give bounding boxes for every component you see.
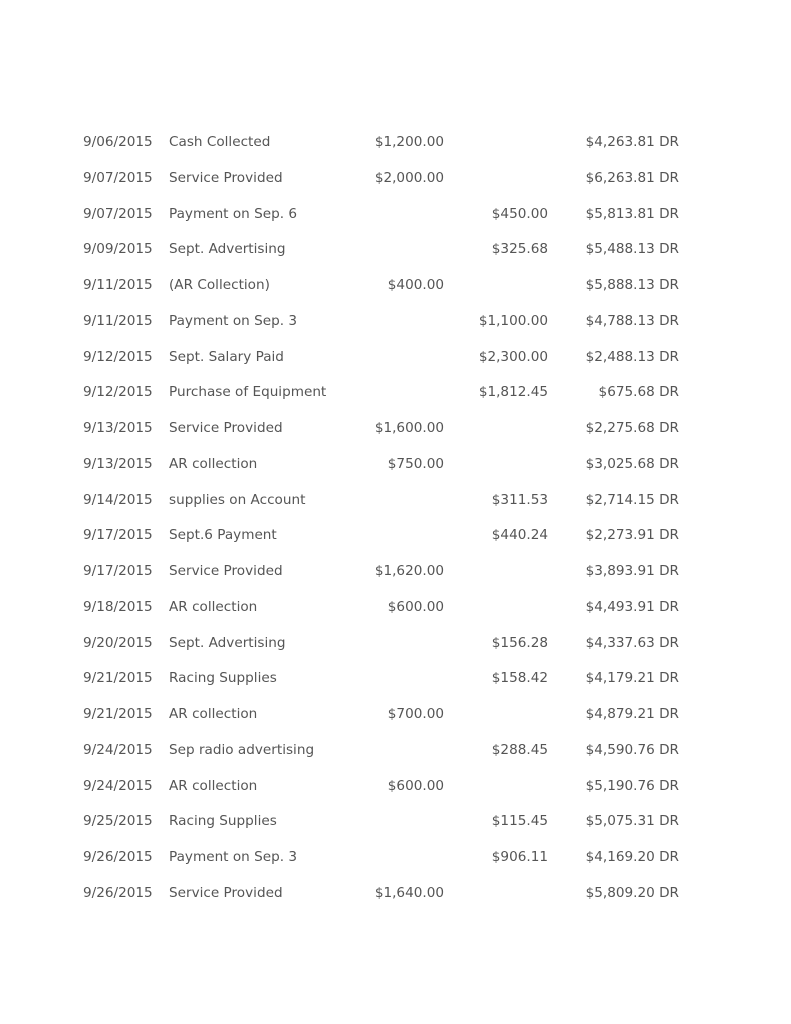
- description-cell: Racing Supplies: [169, 813, 277, 830]
- balance-cell: $2,714.15 DR: [585, 491, 679, 508]
- table-row: [0, 197, 791, 233]
- balance-cell: $4,263.81 DR: [585, 134, 679, 150]
- balance-cell: $5,488.13 DR: [585, 241, 679, 258]
- table-row: [0, 161, 791, 197]
- balance-cell: $4,788.13 DR: [585, 312, 679, 329]
- balance-cell: $6,263.81 DR: [585, 169, 679, 186]
- balance-cell: $5,809.20 DR: [585, 884, 679, 901]
- date-cell: 9/17/2015: [83, 563, 153, 579]
- table-row: [0, 840, 791, 876]
- debit-cell: $1,640.00: [374, 884, 444, 901]
- table-row: [0, 697, 791, 733]
- date-cell: 9/26/2015: [83, 884, 153, 901]
- debit-cell: $2,000.00: [374, 169, 444, 186]
- date-cell: 9/12/2015: [83, 384, 153, 401]
- description-cell: Sept. Salary Paid: [169, 348, 284, 365]
- balance-cell: $5,075.31 DR: [585, 813, 679, 830]
- balance-cell: $4,179.21 DR: [585, 670, 679, 687]
- balance-cell: $4,337.63 DR: [585, 634, 679, 651]
- date-cell: 9/24/2015: [83, 741, 153, 758]
- balance-cell: $4,169.20 DR: [585, 849, 679, 865]
- description-cell: Payment on Sep. 3: [169, 849, 297, 865]
- table-row: [0, 447, 791, 483]
- credit-cell: $325.68: [491, 241, 548, 258]
- date-cell: 9/25/2015: [83, 813, 153, 830]
- table-row: [0, 804, 791, 840]
- ledger-table: [0, 125, 791, 912]
- description-cell: Service Provided: [169, 563, 283, 579]
- table-row: [0, 375, 791, 411]
- credit-cell: $440.24: [491, 527, 548, 544]
- table-row: [0, 626, 791, 662]
- balance-cell: $5,190.76 DR: [585, 777, 679, 794]
- table-row: [0, 733, 791, 769]
- description-cell: Purchase of Equipment: [169, 384, 327, 401]
- date-cell: 9/20/2015: [83, 634, 153, 651]
- description-cell: Sep radio advertising: [169, 741, 315, 758]
- credit-cell: $288.45: [491, 741, 548, 758]
- date-cell: 9/13/2015: [83, 420, 153, 436]
- description-cell: Sept. Advertising: [169, 634, 286, 651]
- table-row: [0, 125, 791, 161]
- table-row: [0, 340, 791, 376]
- debit-cell: $1,600.00: [374, 420, 444, 436]
- balance-cell: $4,493.91 DR: [585, 598, 679, 615]
- table-row: [0, 590, 791, 626]
- credit-cell: $1,100.00: [478, 312, 548, 329]
- date-cell: 9/07/2015: [83, 205, 153, 222]
- table-row: [0, 304, 791, 340]
- debit-cell: $400.00: [387, 277, 444, 293]
- balance-cell: $2,273.91 DR: [585, 527, 679, 544]
- balance-cell: $4,879.21 DR: [585, 706, 679, 722]
- debit-cell: $600.00: [387, 777, 444, 794]
- date-cell: 9/21/2015: [83, 706, 153, 722]
- description-cell: Sept.6 Payment: [169, 527, 277, 544]
- date-cell: 9/11/2015: [83, 312, 153, 329]
- balance-cell: $5,888.13 DR: [585, 277, 679, 293]
- description-cell: Cash Collected: [169, 134, 271, 150]
- date-cell: 9/17/2015: [83, 527, 153, 544]
- credit-cell: $156.28: [491, 634, 548, 651]
- balance-cell: $4,590.76 DR: [585, 741, 679, 758]
- balance-cell: $5,813.81 DR: [585, 205, 679, 222]
- balance-cell: $3,025.68 DR: [585, 455, 679, 472]
- description-cell: Payment on Sep. 3: [169, 312, 297, 329]
- description-cell: AR collection: [169, 706, 258, 722]
- date-cell: 9/13/2015: [83, 455, 153, 472]
- credit-cell: $115.45: [491, 813, 548, 830]
- debit-cell: $700.00: [387, 706, 444, 722]
- table-row: [0, 232, 791, 268]
- description-cell: Sept. Advertising: [169, 241, 286, 258]
- table-row: [0, 518, 791, 554]
- table-row: [0, 554, 791, 590]
- credit-cell: $1,812.45: [478, 384, 548, 401]
- description-cell: (AR Collection): [169, 277, 270, 293]
- balance-cell: $2,275.68 DR: [585, 420, 679, 436]
- description-cell: Service Provided: [169, 884, 283, 901]
- table-row: [0, 483, 791, 519]
- credit-cell: $2,300.00: [478, 348, 548, 365]
- date-cell: 9/06/2015: [83, 134, 153, 150]
- credit-cell: $311.53: [491, 491, 548, 508]
- credit-cell: $450.00: [491, 205, 548, 222]
- table-row: [0, 268, 791, 304]
- description-cell: Service Provided: [169, 169, 283, 186]
- debit-cell: $1,200.00: [374, 134, 444, 150]
- balance-cell: $2,488.13 DR: [585, 348, 679, 365]
- description-cell: AR collection: [169, 777, 258, 794]
- date-cell: 9/26/2015: [83, 849, 153, 865]
- date-cell: 9/24/2015: [83, 777, 153, 794]
- credit-cell: $158.42: [491, 670, 548, 687]
- balance-cell: $675.68 DR: [598, 384, 679, 401]
- date-cell: 9/14/2015: [83, 491, 153, 508]
- credit-cell: $906.11: [491, 849, 548, 865]
- debit-cell: $600.00: [387, 598, 444, 615]
- description-cell: Payment on Sep. 6: [169, 205, 297, 222]
- date-cell: 9/07/2015: [83, 169, 153, 186]
- date-cell: 9/12/2015: [83, 348, 153, 365]
- description-cell: Service Provided: [169, 420, 283, 436]
- table-row: [0, 876, 791, 912]
- description-cell: Racing Supplies: [169, 670, 277, 687]
- date-cell: 9/18/2015: [83, 598, 153, 615]
- balance-cell: $3,893.91 DR: [585, 563, 679, 579]
- table-row: [0, 769, 791, 805]
- date-cell: 9/21/2015: [83, 670, 153, 687]
- description-cell: AR collection: [169, 455, 258, 472]
- table-row: [0, 411, 791, 447]
- description-cell: AR collection: [169, 598, 258, 615]
- table-row: [0, 661, 791, 697]
- date-cell: 9/11/2015: [83, 277, 153, 293]
- date-cell: 9/09/2015: [83, 241, 153, 258]
- debit-cell: $750.00: [387, 455, 444, 472]
- debit-cell: $1,620.00: [374, 563, 444, 579]
- description-cell: supplies on Account: [169, 491, 306, 508]
